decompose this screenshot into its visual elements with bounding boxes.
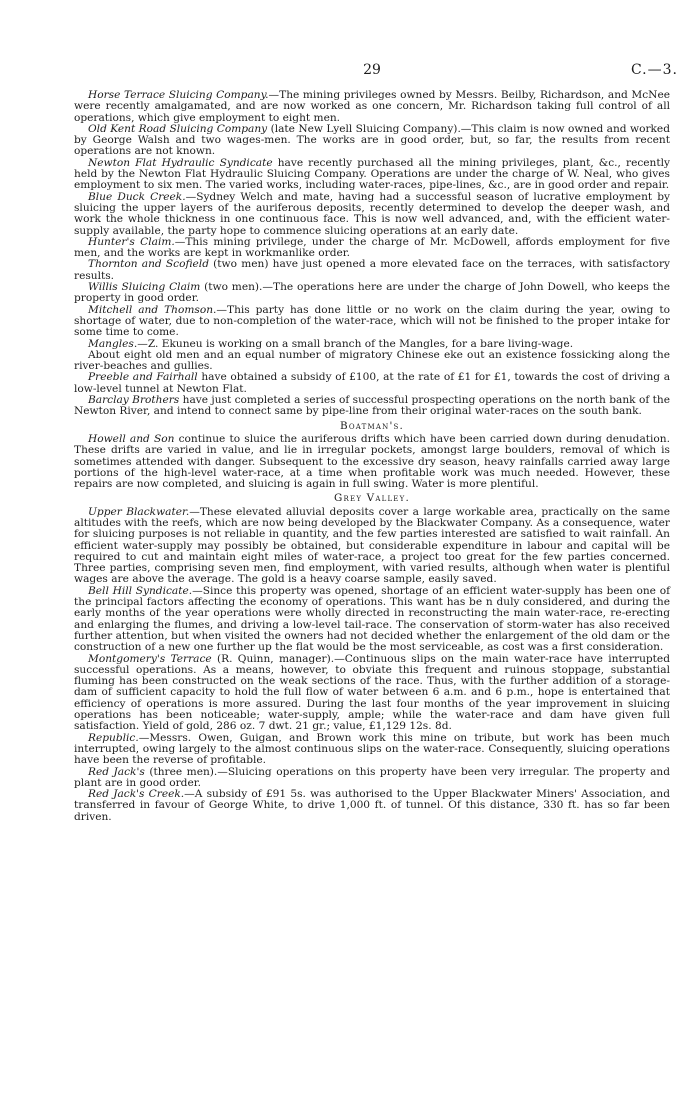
paragraph-text: have recently purchased all the mining privileges, plant, &c., recently held by the Newton Flat Hydraulic Sluicing Company. Operations are under the charge of W. Neal, who gives employment to six men. The varied works, including water-races, pipe-lines, &c., are in good order and repair. — [74, 156, 670, 192]
paragraph — [74, 237, 670, 260]
page-reference: C.—3. — [630, 62, 678, 78]
paragraph — [74, 733, 670, 767]
paragraph-lead: Hunter's Claim. — [88, 235, 175, 248]
paragraph-lead: Mitchell and Thomson. — [88, 303, 217, 316]
paragraph — [74, 259, 670, 282]
paragraph — [74, 90, 670, 124]
paragraph — [74, 767, 670, 790]
section-heading-boatmans: Boatman's. — [339, 419, 405, 432]
paragraph-lead: Bell Hill Syndicate. — [88, 584, 193, 597]
paragraph-lead: Old Kent Road Sluicing Company — [88, 122, 268, 135]
paragraph-text: —This mining privilege, under the charge of Mr. McDowell, affords employment for five men, and the works are kept in workmanlike order. — [74, 235, 670, 260]
paragraph-lead: Willis Sluicing Claim — [88, 281, 201, 294]
paragraph — [74, 395, 670, 418]
paragraph-lead: Republic. — [88, 731, 139, 744]
paragraph — [74, 586, 670, 654]
paragraph-lead: Red Jack's Creek. — [88, 788, 185, 801]
paragraph-group-1 — [74, 90, 670, 418]
paragraph-lead: Thornton and Scofield — [88, 258, 209, 271]
paragraph-text: (late New Lyell Sluicing Company).—This claim is now owned and worked by George Walsh and two wages-men. The works are in good order, but, so far, the results from recent operations are not known. — [74, 122, 670, 158]
paragraph — [74, 192, 670, 237]
section-heading-grey-valley: Grey Valley. — [334, 492, 410, 505]
page-header — [74, 0, 678, 90]
paragraph-lead: Red Jack's — [88, 765, 145, 778]
paragraph-text: About eight old men and an equal number of migratory Chinese eke out an existence fossicking along the river-beaches and gullies. — [74, 348, 670, 373]
paragraph — [74, 282, 670, 305]
paragraph-text: —Sydney Welch and mate, having had a successful season of lucrative employment by sluicing the upper layers of the auriferous deposits, recently determined to develop the deeper wash, and work the whole thickness in one continuous face. This is now well advanced, and, with the efficient water-supply available, the party hope to commence sluicing operations at an early date. — [74, 190, 670, 237]
paragraph-text: have just completed a series of successful prospecting operations on the north bank of the Newton River, and intend to connect same by pipe-line from their original water-races on the south bank. — [74, 394, 670, 418]
paragraph-text: have obtained a subsidy of £100, at the rate of £1 for £1, towards the cost of driving a low-level tunnel at Newton Flat. — [74, 371, 671, 395]
paragraph-text: —These elevated alluvial deposits cover a large workable area, practically on the same altitudes with the reefs, which are now being developed by the Blackwater Company. As a consequence, water for sluicing purposes is not reliable in quantity, and the few parties interested are satisfied to wait rainfall. An efficient water-supply may possibly be obtained, but considerable expenditure in labour and capital will be required to cut and maintain eight miles of water-race, a project too great for the few parties concerned. Three parties, comprising seven men, find employment, with varied results, although when water is plentiful wages are above the average. The gold is a heavy coarse sample, easily saved. — [74, 505, 670, 586]
paragraph-lead: Preeble and Fairhall — [88, 371, 198, 384]
paragraph-group-2 — [74, 434, 670, 490]
paragraph — [74, 350, 670, 373]
paragraph-lead: Horse Terrace Sluicing Company. — [88, 89, 269, 101]
paragraph-text: —This party has done little or no work on the claim during the year, owing to shortage of water, due to non-completion of the water-race, which will not be finished to the proper intake for some time to come. — [74, 303, 670, 339]
paragraph — [74, 158, 670, 192]
paragraph-text: —Z. Ekuneu is working on a small branch of the Mangles, for a bare living-wage. — [137, 337, 574, 350]
paragraph-text: (R. Quinn, manager).—Continuous slips on the main water-race have interrupted successful operations. As a means, however, to obviate this frequent and ruinous stoppage, substantial fluming has been constructed on the weak sections of the race. Thus, with the further addition of a storage-dam of sufficient capacity to hold the full flow of water between 6 a.m. and 6 p.m., hope is entertained that efficiency of operations is more assured. During the last four months of the year improvement in sluicing operations has been noticeable; water-supply, ample; while the water-race and dam have given full satisfaction. Yield of gold, 286 oz. 7 dwt. 21 gr.; value, £1,129 12s. 8d. — [74, 652, 670, 733]
document-page — [74, 0, 678, 823]
paragraph — [74, 507, 670, 586]
paragraph-lead: Montgomery's Terrace — [88, 652, 212, 665]
paragraph-text: —Messrs. Owen, Guigan, and Brown work this mine on tribute, but work has been much interrupted, owing largely to the almost continuous slips on the water-race. Consequently, sluicing operations have been the reverse of profitable. — [74, 731, 670, 767]
paragraph — [74, 434, 670, 490]
paragraph-group-3 — [74, 507, 670, 823]
paragraph — [74, 372, 670, 395]
paragraph — [74, 124, 670, 158]
paragraph-lead: Upper Blackwater. — [88, 505, 190, 518]
paragraph-text: (three men).—Sluicing operations on this property have been very irregular. The property and plant are in good order. — [74, 765, 670, 789]
paragraph-text: —Since this property was opened, shortage of an efficient water-supply has been one of the principal factors affecting the economy of operations. This want has be n duly considered, and during the early months of the year operations were wholly directed in reconstructing the main water-race, re-erecting and enlarging the flumes, and driving a low-level tail-race. The conservation of storm-water has also received further attention, but when visited the owners had not decided whether the enlargement of the old dam or the construction of a new one further up the flat would be the most serviceable, as cost was a first consideration. — [74, 584, 670, 654]
paragraph-text: continue to sluice the auriferous drifts which have been carried down during denudation. These drifts are varied in value, and lie in irregular pockets, amongst large boulders, removal of which is sometimes attended with danger. Subsequent to the excessive dry season, heavy rainfalls carried away large portions of the high-level water-race, at a time when profitable work was much needed. However, these repairs are now completed, and sluicing is again in full swing. Water is more plentiful. — [74, 432, 670, 491]
paragraph — [74, 654, 670, 733]
paragraph-text: —The mining privileges owned by Messrs. Beilby, Richardson, and McNee were recently amalgamated, and are now worked as one concern, Mr. Richardson taking full control of all operations, which give employment to eight men. — [74, 89, 670, 124]
paragraph — [74, 305, 670, 339]
paragraph-text: —A subsidy of £91 5s. was authorised to the Upper Blackwater Miners' Association, and transferred in favour of George White, to drive 1,000 ft. of tunnel. Of this distance, 330 ft. has so far been driven. — [74, 788, 670, 823]
paragraph — [74, 789, 670, 823]
paragraph-lead: Mangles. — [88, 337, 138, 350]
document-body — [74, 90, 670, 823]
paragraph-lead: Barclay Brothers — [88, 394, 180, 407]
paragraph-text: (two men) have just opened a more elevated face on the terraces, with satisfactory results. — [74, 258, 671, 282]
paragraph-lead: Howell and Son — [88, 432, 175, 445]
paragraph-lead: Newton Flat Hydraulic Syndicate — [88, 156, 273, 169]
paragraph-text: (two men).—The operations here are under the charge of John Dowell, who keeps the property in good order. — [74, 281, 670, 305]
page-number: 29 — [363, 62, 381, 78]
paragraph-lead: Blue Duck Creek. — [88, 190, 186, 203]
